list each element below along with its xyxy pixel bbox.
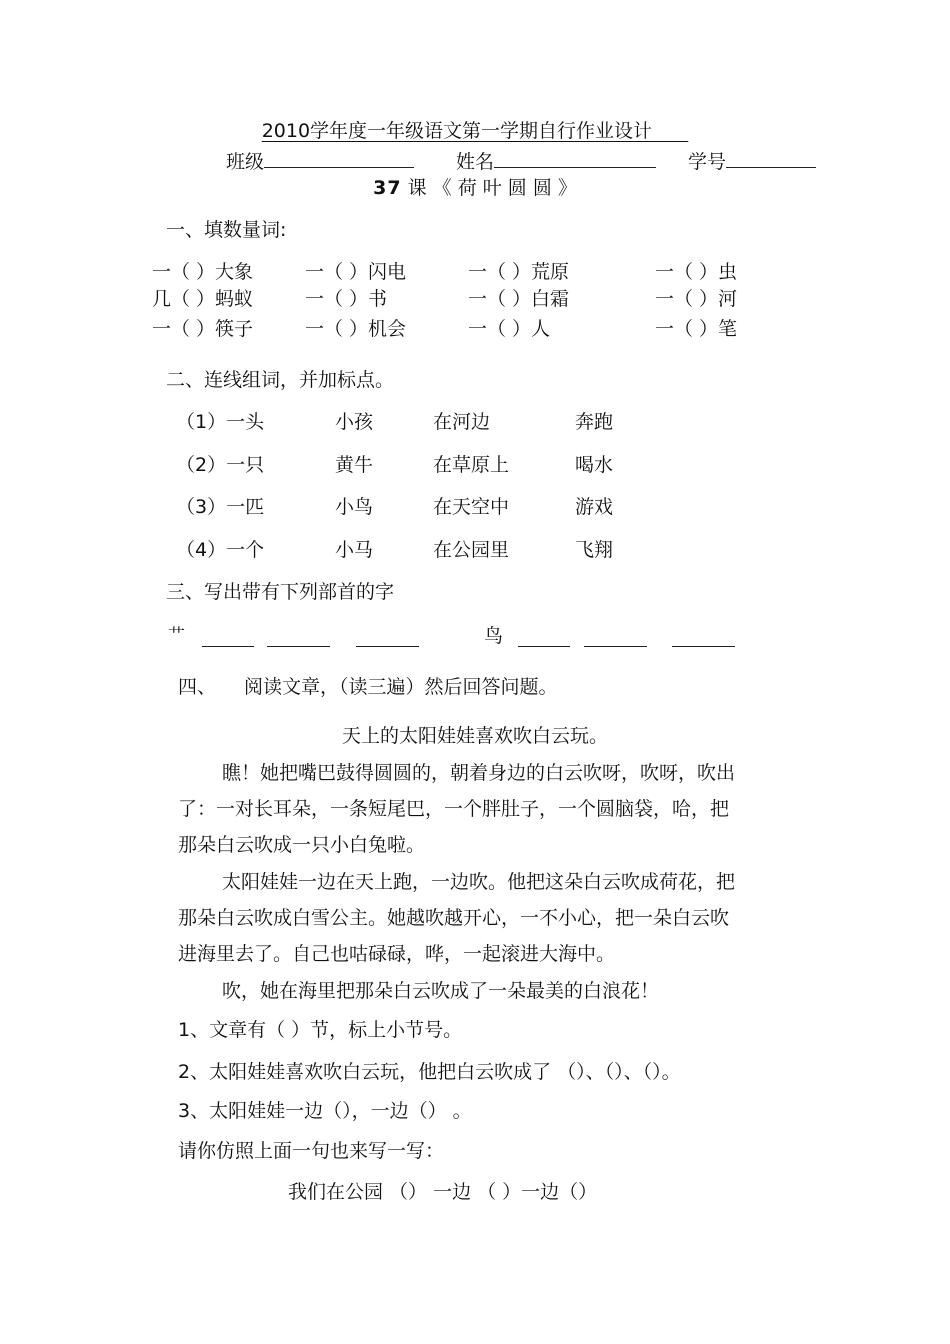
- grass-blank-1[interactable]: [202, 626, 254, 647]
- s2-r1-c2: 在草原上: [433, 454, 510, 476]
- section4-heading: 阅读文章，（读三遍）然后回答问题。: [244, 676, 558, 698]
- lesson-title: 课 《 荷 叶 圆 圆 》: [407, 177, 577, 199]
- radical-grass: 艹: [168, 626, 185, 646]
- s2-r1-c1: 黄牛: [335, 454, 374, 476]
- name-field[interactable]: [456, 147, 656, 174]
- s2-r3-c2: 在公园里: [433, 539, 510, 561]
- s1-r2-c3: 一（ ）笔: [655, 318, 738, 340]
- passage-line-4: 太阳娃娃一边在天上跑，一边吹。他把这朵白云吹成荷花，把: [222, 871, 736, 893]
- bird-blank-1[interactable]: [518, 626, 570, 647]
- radical-bird: 鸟: [484, 625, 504, 647]
- s2-r2-c2: 在天空中: [433, 496, 510, 518]
- name-blank[interactable]: [494, 147, 656, 168]
- bird-blank-3[interactable]: [672, 626, 735, 647]
- s1-r0-c2: 一（ ）荒原: [468, 261, 570, 283]
- s2-r3-c1: 小马: [335, 539, 374, 561]
- question-4: 请你仿照上面一句也来写一写：: [178, 1140, 445, 1162]
- s1-r0-c1: 一（ ）闪电: [305, 261, 407, 283]
- section3-heading: 三、写出带有下列部首的字: [166, 581, 395, 603]
- s1-r0-c0: 一（ ）大象: [152, 261, 254, 283]
- question-5: 我们在公园 （） 一边 （ ）一边（）: [288, 1181, 598, 1203]
- s2-r3-c0: （4）一个: [176, 539, 265, 561]
- class-field[interactable]: [226, 147, 414, 174]
- s1-r0-c3: 一（ ）虫: [655, 261, 738, 283]
- s1-r2-c1: 一（ ）机会: [305, 318, 407, 340]
- s2-r3-c3: 飞翔: [575, 539, 614, 561]
- class-blank[interactable]: [264, 147, 414, 168]
- s1-r1-c3: 一（ ）河: [655, 288, 738, 310]
- bird-blank-2[interactable]: [584, 626, 647, 647]
- s1-r1-c1: 一（ ）书: [305, 288, 388, 310]
- lesson-heading: [0, 176, 950, 200]
- s1-r2-c0: 一（ ）筷子: [152, 318, 254, 340]
- name-label: 姓名: [456, 151, 495, 173]
- s2-r2-c1: 小鸟: [335, 496, 374, 518]
- section2-heading: 二、连线组词，并加标点。: [166, 369, 395, 391]
- passage-line-5: 那朵白云吹成白雪公主。她越吹越开心，一不小心，把一朵白云吹: [178, 907, 730, 929]
- s1-r1-c0: 几（ ）蚂蚁: [152, 288, 254, 310]
- s1-r2-c2: 一（ ）人: [468, 318, 551, 340]
- s2-r0-c0: （1）一头: [176, 411, 265, 433]
- passage-line-7: 吹，她在海里把那朵白云吹成了一朵最美的白浪花！: [222, 980, 660, 1002]
- grass-blank-3[interactable]: [356, 626, 419, 647]
- passage-line-6: 进海里去了。自己也咕碌碌，哗，一起滚进大海中。: [178, 943, 616, 965]
- question-2: 2、太阳娃娃喜欢吹白云玩，他把白云吹成了 （）、（）、（）。: [178, 1061, 681, 1083]
- class-label: 班级: [226, 151, 265, 173]
- s2-r0-c2: 在河边: [433, 411, 491, 433]
- id-field[interactable]: [688, 147, 816, 174]
- s1-r1-c2: 一（ ）白霜: [468, 288, 570, 310]
- s2-r1-c3: 喝水: [575, 454, 614, 476]
- s2-r0-c1: 小孩: [335, 411, 374, 433]
- id-label: 学号: [688, 151, 727, 173]
- grass-blank-2[interactable]: [267, 626, 330, 647]
- section1-heading: 一、填数量词:: [166, 219, 287, 241]
- passage-line-2: 了：一对长耳朵，一条短尾巴，一个胖肚子，一个圆脑袋，哈，把: [178, 798, 730, 820]
- document-title: 2010学年度一年级语文第一学期自行作业设计: [261, 120, 653, 142]
- s2-r2-c0: （3）一匹: [176, 496, 265, 518]
- s2-r0-c3: 奔跑: [575, 411, 614, 433]
- section4-number: 四、: [178, 676, 217, 698]
- question-3: 3、太阳娃娃一边（），一边（） 。: [178, 1100, 472, 1122]
- question-1: 1、文章有（ ）节，标上小节号。: [178, 1019, 463, 1041]
- passage-line-1: 瞧！她把嘴巴鼓得圆圆的，朝着身边的白云吹呀，吹呀，吹出: [222, 762, 736, 784]
- s2-r1-c0: （2）一只: [176, 454, 265, 476]
- lesson-number: 37: [373, 177, 402, 199]
- id-blank[interactable]: [726, 147, 816, 168]
- s2-r2-c3: 游戏: [575, 496, 614, 518]
- passage-title: 天上的太阳娃娃喜欢吹白云玩。: [341, 725, 608, 747]
- passage-line-3: 那朵白云吹成一只小白兔啦。: [178, 834, 426, 856]
